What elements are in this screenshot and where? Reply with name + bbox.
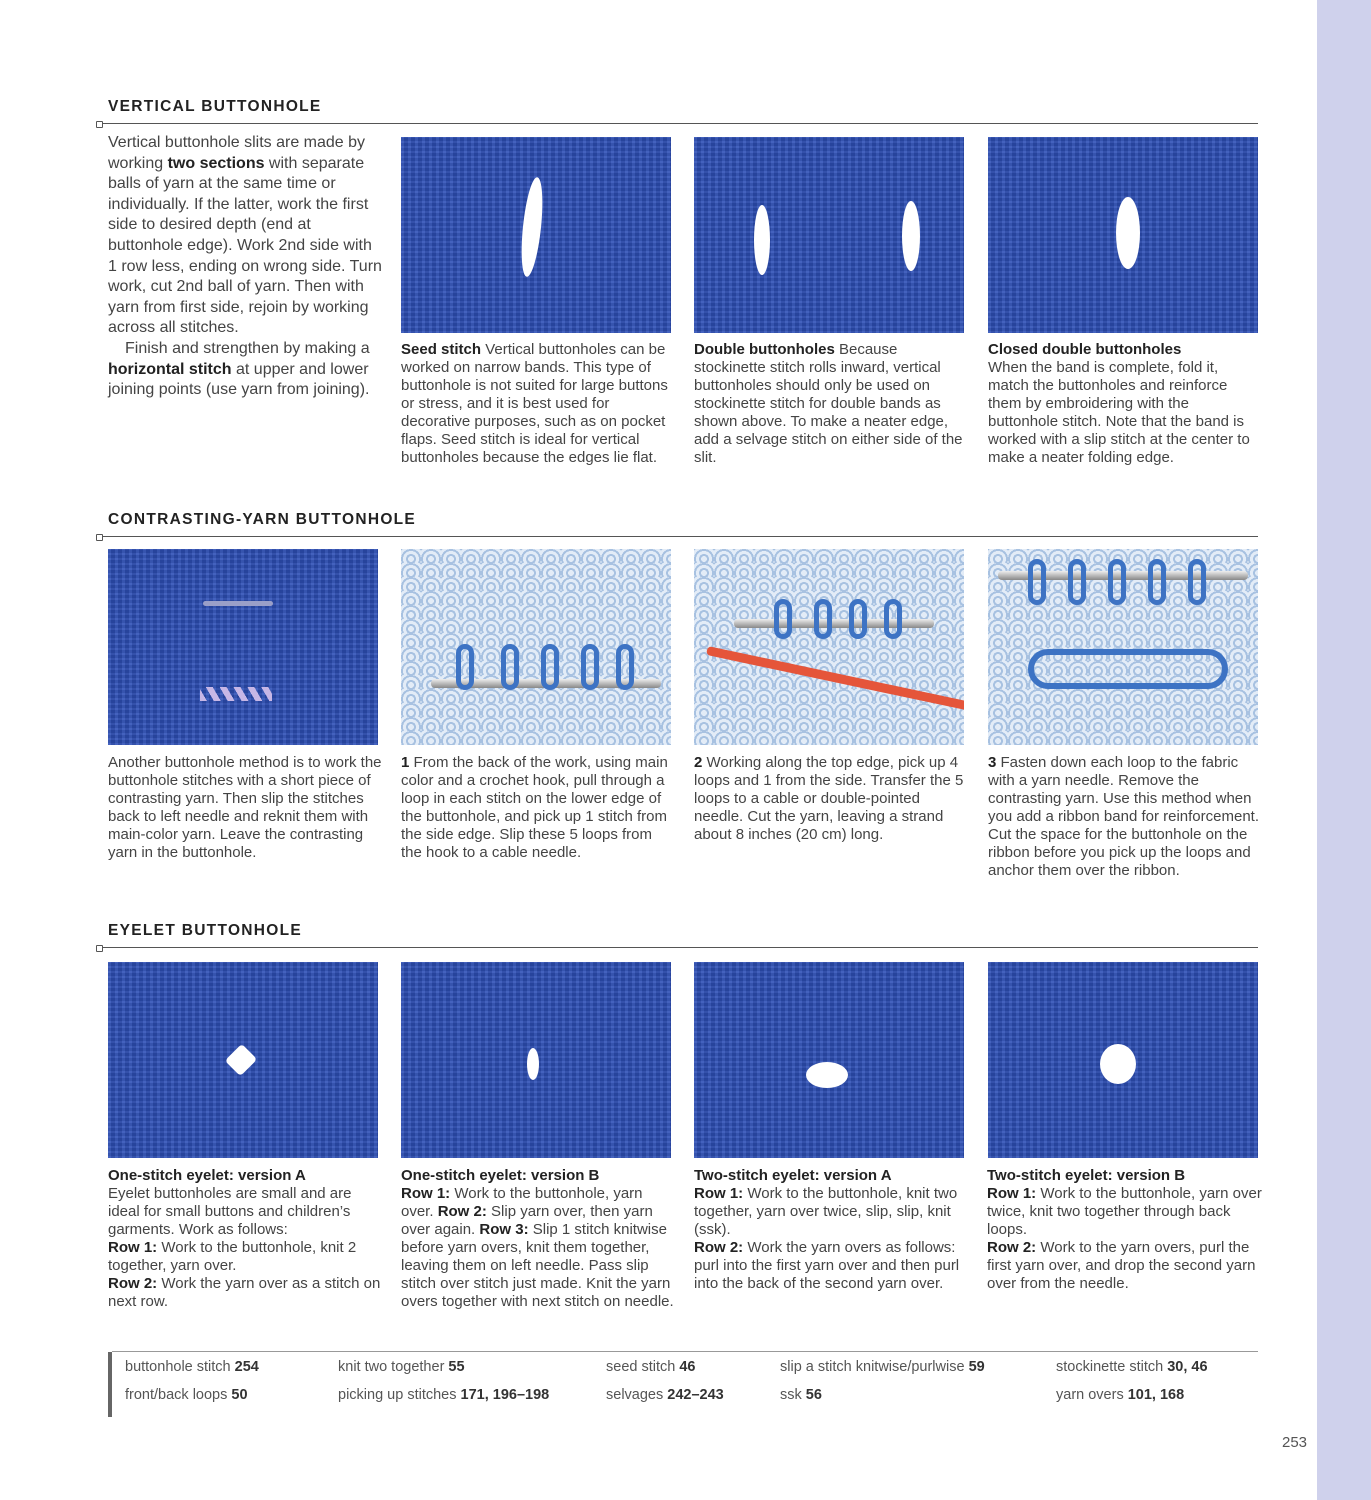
caption-eyelet-b <box>401 1167 676 1311</box>
caption-step-1 <box>401 754 676 862</box>
row-text: Work to the buttonhole, yarn over twice, knit two together through back loops. <box>987 1185 1262 1238</box>
caption-step-3 <box>988 754 1263 880</box>
index-term: selvages <box>606 1387 668 1403</box>
caption-title: Double buttonholes <box>694 341 835 358</box>
row-label: Row 3: <box>479 1221 529 1238</box>
index-term: picking up stitches <box>338 1387 461 1403</box>
index-pages: 30, 46 <box>1167 1359 1208 1375</box>
caption-text: Eyelet buttonholes are small and are ideal for small buttons and children’s garments. Work as follows: <box>108 1185 352 1238</box>
index-term: knit two together <box>338 1359 449 1375</box>
vertical-intro <box>108 133 383 401</box>
double-buttonholes-photo <box>694 137 964 333</box>
page-number: 253 <box>1282 1434 1308 1451</box>
index-term: seed stitch <box>606 1359 680 1375</box>
index-pages: 50 <box>231 1387 248 1403</box>
two-stitch-a-photo <box>694 962 964 1158</box>
caption-title: Closed double buttonholes <box>988 341 1182 358</box>
text: with separate balls of yarn at the same time or individually. If the latter, work the first side to desired depth (end at buttonhole edge). Work 2nd side with 1 row less, ending on wrong side. Turn work, cut 2nd ball of yarn. Then with yarn from first side, rejoin by working across all stitches. <box>108 154 382 337</box>
cross-reference-index <box>108 1352 1258 1417</box>
row-text: Slip yarn over, then yarn over again. <box>401 1203 653 1238</box>
index-entry[interactable] <box>1056 1359 1208 1375</box>
row-text: Work to the buttonhole, knit two together, yarn over twice, slip, slip, knit (ssk). <box>694 1185 958 1238</box>
index-term: slip a stitch knitwise/purlwise <box>780 1359 969 1375</box>
section-rule <box>97 123 1258 124</box>
eyelet-a-photo <box>108 962 378 1158</box>
step-number: 1 <box>401 754 410 771</box>
bold-term: horizontal stitch <box>108 360 232 378</box>
index-entry[interactable] <box>338 1387 549 1403</box>
step-number: 2 <box>694 754 703 771</box>
index-pages: 59 <box>968 1359 985 1375</box>
index-entry[interactable] <box>780 1359 985 1375</box>
caption-text: From the back of the work, using main color and a crochet hook, pull through a loop in each stitch on the lower edge of the buttonhole, and pick up 1 stitch from the side edge. Slip these 5 loops from the hook to a cable needle. <box>401 754 668 861</box>
row-label: Row 2: <box>108 1275 158 1292</box>
step2-illustration <box>694 549 964 745</box>
eyelet-b-photo <box>401 962 671 1158</box>
index-term: buttonhole stitch <box>125 1359 235 1375</box>
section-rule <box>97 947 1258 948</box>
row-label: Row 2: <box>694 1239 744 1256</box>
step3-illustration <box>988 549 1258 745</box>
caption-text: Because stockinette stitch rolls inward, vertical buttonholes should only be used on stockinette stitch for double bands as shown above. To make a neater edge, add a selvage stitch on either side of the slit. <box>694 341 963 466</box>
row-text: Work the yarn over as a stitch on next row. <box>108 1275 381 1310</box>
two-stitch-b-photo <box>988 962 1258 1158</box>
contrasting-intro: Another buttonhole method is to work the buttonhole stitches with a short piece of contrasting yarn. Then slip the stitches back to left needle and reknit them with main-color yarn. Leave the contrasting yarn in the buttonhole. <box>108 754 382 861</box>
index-term: ssk <box>780 1387 806 1403</box>
index-term: front/back loops <box>125 1387 232 1403</box>
row-label: Row 1: <box>694 1185 744 1202</box>
index-pages: 254 <box>234 1359 259 1375</box>
index-pages: 46 <box>679 1359 696 1375</box>
index-entry[interactable] <box>606 1387 724 1403</box>
index-entry[interactable] <box>125 1387 248 1403</box>
caption-seed-stitch <box>401 341 676 467</box>
caption-title: One-stitch eyelet: version B <box>401 1167 600 1184</box>
index-pages: 101, 168 <box>1127 1387 1185 1403</box>
index-pages: 242–243 <box>667 1387 724 1403</box>
row-label: Row 1: <box>401 1185 451 1202</box>
caption-closed-double <box>988 341 1263 467</box>
caption-title: Two-stitch eyelet: version A <box>694 1167 892 1184</box>
section-rule <box>97 536 1258 537</box>
caption-step-2 <box>694 754 969 844</box>
index-term: stockinette stitch <box>1056 1359 1168 1375</box>
row-label: Row 2: <box>437 1203 487 1220</box>
index-term: yarn overs <box>1056 1387 1128 1403</box>
contrasting-yarn-photo <box>108 549 378 745</box>
index-pages: 55 <box>448 1359 465 1375</box>
closed-double-buttonholes-photo <box>988 137 1258 333</box>
row-text: Work the yarn overs as follows: purl into the first yarn over and then purl into the back of the second yarn over. <box>694 1239 960 1292</box>
caption-title: Seed stitch <box>401 341 482 358</box>
text: Vertical buttonhole slits are made by working <box>108 134 366 172</box>
index-pages: 171, 196–198 <box>460 1387 550 1403</box>
row-text: Work to the buttonhole, knit 2 together, yarn over. <box>108 1239 357 1274</box>
page-edge-strip <box>1317 0 1371 1500</box>
caption-text: Fasten down each loop to the fabric with a yarn needle. Remove the contrasting yarn. Use this method when you add a ribbon band for reinforcement. Cut the space for the buttonhole on the ribbon before you pick up the loops and anchor them over the ribbon. <box>988 754 1260 879</box>
caption-two-stitch-a <box>694 1167 969 1293</box>
index-entry[interactable] <box>1056 1387 1184 1403</box>
section-title-vertical: VERTICAL BUTTONHOLE <box>108 98 322 115</box>
index-pages: 56 <box>805 1387 822 1403</box>
step-number: 3 <box>988 754 997 771</box>
text: Finish and strengthen by making a <box>125 339 370 357</box>
row-label: Row 1: <box>987 1185 1037 1202</box>
caption-two-stitch-b <box>987 1167 1262 1293</box>
row-label: Row 2: <box>987 1239 1037 1256</box>
index-entry[interactable] <box>125 1359 259 1375</box>
row-text: Work to the buttonhole, yarn over. <box>401 1185 643 1220</box>
caption-title: One-stitch eyelet: version A <box>108 1167 306 1184</box>
caption-text: When the band is complete, fold it, match the buttonholes and reinforce them by embroidering with the buttonhole stitch. Note that the band is worked with a slip stitch at the center to make a neater folding edge. <box>988 359 1250 466</box>
section-title-contrasting: CONTRASTING-YARN BUTTONHOLE <box>108 511 417 528</box>
index-entry[interactable] <box>606 1359 695 1375</box>
caption-title: Two-stitch eyelet: version B <box>987 1167 1186 1184</box>
row-label: Row 1: <box>108 1239 158 1256</box>
bold-term: two sections <box>167 154 265 172</box>
caption-eyelet-a <box>108 1167 383 1311</box>
index-entry[interactable] <box>338 1359 465 1375</box>
row-text: Work to the yarn overs, purl the first yarn over, and drop the second yarn over from the needle. <box>987 1239 1256 1292</box>
step1-illustration <box>401 549 671 745</box>
index-entry[interactable] <box>780 1387 822 1403</box>
caption-text: Vertical buttonholes can be worked on narrow bands. This type of buttonhole is not suited for large buttons or stress, and it is best used for decorative purposes, such as on pocket flaps. Seed stitch is ideal for vertical buttonholes because the edges lie flat. <box>401 341 668 466</box>
section-title-eyelet: EYELET BUTTONHOLE <box>108 922 303 939</box>
caption-text: Working along the top edge, pick up 4 loops and 1 from the side. Transfer the 5 loops to a cable or double-pointed needle. Cut the yarn, leaving a strand about 8 inches (20 cm) long. <box>694 754 964 843</box>
text: at upper and lower joining points (use yarn from joining). <box>108 360 370 399</box>
seed-stitch-photo <box>401 137 671 333</box>
caption-double-buttonholes <box>694 341 969 467</box>
row-text: Slip 1 stitch knitwise before yarn overs, knit them together, leaving them on left needle. Pass slip stitch over stitch just made. Knit the yarn overs together with next stitch on needle. <box>401 1221 674 1310</box>
